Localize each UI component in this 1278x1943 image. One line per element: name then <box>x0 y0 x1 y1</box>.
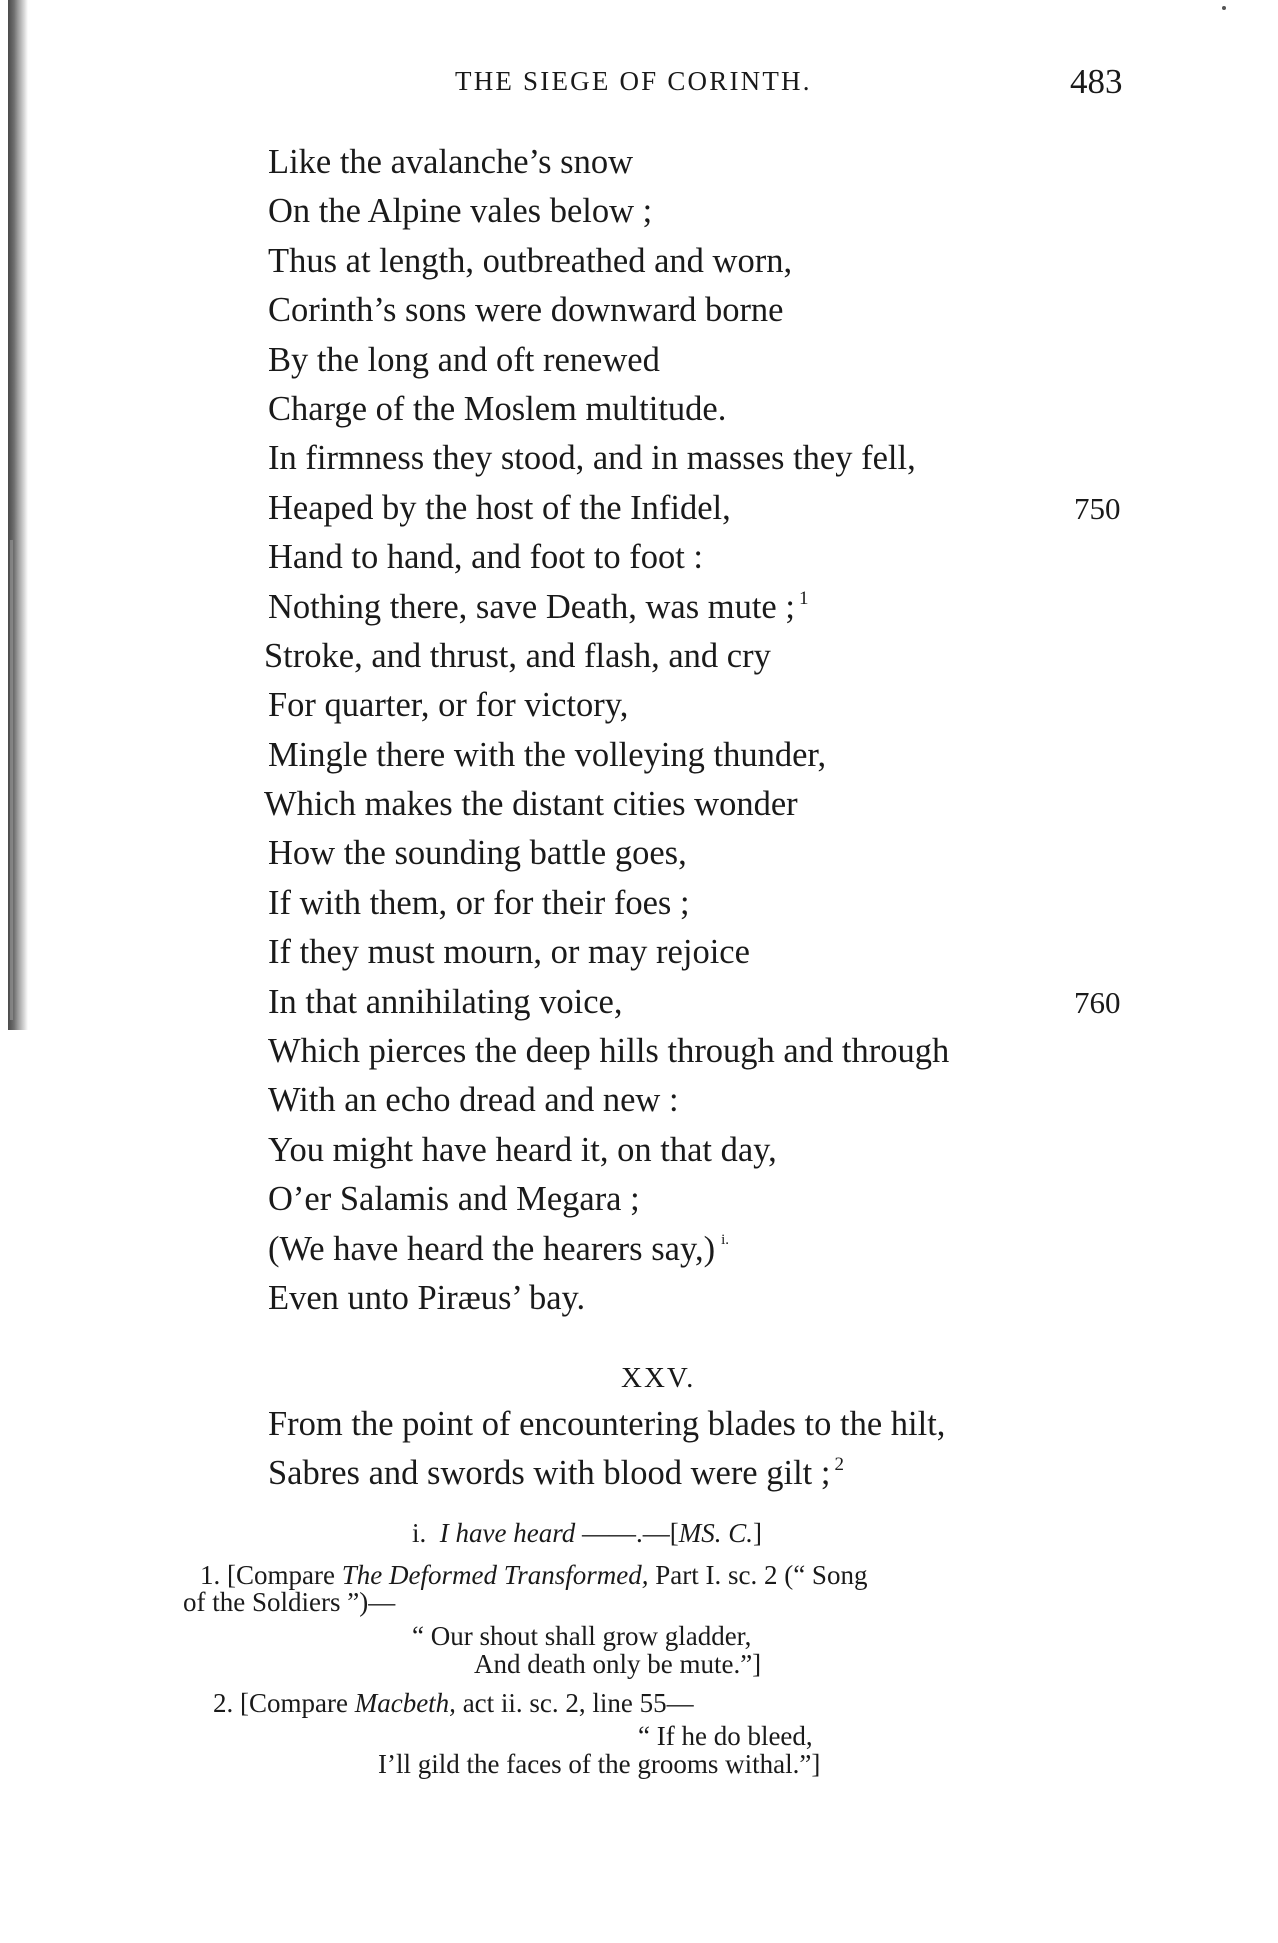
verse-line: With an echo dread and new : <box>268 1081 679 1120</box>
verse-line: If they must mourn, or may rejoice <box>268 933 750 972</box>
page-number: 483 <box>1070 62 1123 101</box>
footnote-marker-2: 2 <box>834 1454 844 1476</box>
footnote-1: 1. [Compare The Deformed Transformed, Part I. sc. 2 (“ Song <box>200 1560 868 1590</box>
footnote-2-quote-line-1: “ If he do bleed, <box>638 1721 813 1751</box>
footnote-2-quote-line-2: I’ll gild the faces of the grooms withal.”] <box>378 1749 821 1779</box>
footnote-1-quote-line-2: And death only be mute.”] <box>474 1649 762 1679</box>
verse-line: Charge of the Moslem multitude. <box>268 389 727 428</box>
footnote-1-quote-line-1: “ Our shout shall grow gladder, <box>412 1621 752 1651</box>
verse-line: Heaped by the host of the Infidel, 750 <box>0 484 1278 533</box>
verse-line: You might have heard it, on that day, <box>268 1130 777 1169</box>
footnote-1-continuation: of the Soldiers ”)— <box>183 1587 396 1617</box>
verse-line: Hand to hand, and foot to foot : <box>268 538 704 577</box>
verse-line: Even unto Piræus’ bay. <box>268 1278 586 1317</box>
verse-line: How the sounding battle goes, <box>268 834 687 873</box>
verse-line: Stroke, and thrust, and flash, and cry <box>264 636 771 675</box>
verse-line: (We have heard the hearers say,) $^{i.}$ <box>268 1229 729 1268</box>
line-number-760: 760 <box>1074 984 1121 1020</box>
verse-line: For quarter, or for victory, <box>268 686 629 725</box>
scan-speck <box>1222 6 1226 10</box>
verse-line: From the point of encountering blades to the hilt, <box>268 1405 946 1443</box>
verse-line: In that annihilating voice, 760 <box>0 978 1278 1027</box>
verse-line: Corinth’s sons were downward borne <box>268 291 784 330</box>
verse-line: Nothing there, save Death, was mute ; $^1$ <box>268 587 809 626</box>
verse-line: Sabres and swords with blood were gilt ; $^2$ <box>268 1454 844 1493</box>
verse-block-xxv <box>0 1400 1278 1499</box>
verse-line: Which pierces the deep hills through and through <box>268 1032 950 1071</box>
variant-marker-i: i. <box>721 1231 729 1248</box>
verse-line: On the Alpine vales below ; <box>268 192 653 231</box>
footnote-2: 2. [Compare Macbeth, act ii. sc. 2, line 55— <box>213 1688 694 1718</box>
verse-line: O’er Salamis and Megara ; <box>268 1180 640 1219</box>
running-title: THE SIEGE OF CORINTH. <box>455 66 812 96</box>
verse-line: Thus at length, outbreathed and worn, <box>268 241 793 280</box>
line-number-750: 750 <box>1074 490 1121 526</box>
verse-line: Mingle there with the volleying thunder, <box>268 735 827 774</box>
verse-line: If with them, or for their foes ; <box>268 883 690 922</box>
verse-line: In firmness they stood, and in masses they fell, <box>268 439 916 478</box>
footnote-marker-1: 1 <box>798 587 809 609</box>
verse-line: By the long and oft renewed <box>268 340 660 379</box>
verse-line: Which makes the distant cities wonder <box>264 785 798 824</box>
verse-line: Like the avalanche’s snow <box>268 143 633 181</box>
section-number: XXV. <box>621 1362 696 1394</box>
verse-block <box>0 138 1278 1323</box>
variant-note: i. I have heard ——.—[MS. C.] <box>412 1518 762 1548</box>
